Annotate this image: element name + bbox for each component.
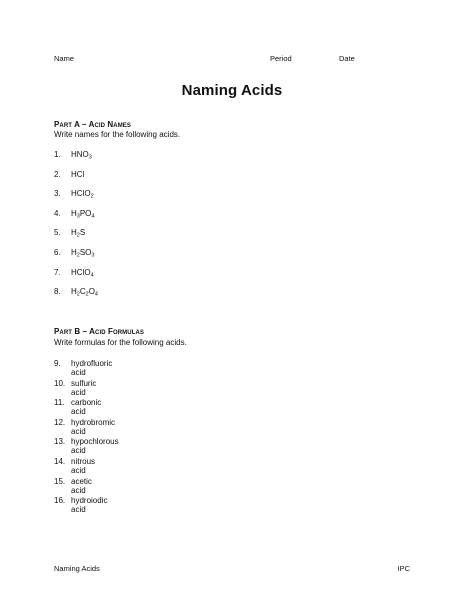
footer-title: Naming Acids (54, 564, 100, 573)
question-number: 16. (54, 496, 66, 506)
student-info-header (54, 54, 410, 66)
question-number: 5. (54, 228, 61, 238)
formula-segment: C (79, 287, 86, 297)
question-number: 9. (54, 359, 61, 368)
formula-subscript: 3 (76, 213, 80, 220)
acid-formula (71, 170, 84, 179)
acid-formula (71, 150, 92, 159)
formula-subscript: 3 (91, 252, 95, 259)
question-number: 11. (54, 398, 65, 408)
acid-formula (71, 209, 94, 218)
part-a-heading: Part A – Acid Names (54, 120, 132, 129)
formula-subscript: 2 (90, 193, 94, 200)
question-number: 13. (54, 437, 66, 447)
question-number: 7. (54, 267, 61, 277)
formula-subscript: 4 (91, 213, 95, 220)
formula-segment: HNO (71, 150, 89, 159)
formula-subscript: 3 (88, 154, 92, 161)
formula-segment: HCl (71, 169, 85, 179)
formula-subscript: 4 (90, 272, 94, 279)
question-number: 15. (54, 476, 66, 486)
question-number: 1. (54, 150, 61, 159)
acid-formula (71, 268, 94, 277)
formula-segment: PO (79, 208, 92, 218)
formula-segment: H (71, 228, 77, 238)
acid-name: hypochlorous acid (71, 437, 119, 456)
formula-segment: SO (79, 247, 92, 257)
part-b-instructions: Write formulas for the following acids. (54, 338, 187, 347)
formula-segment: S (79, 228, 86, 238)
acid-name: hydroiodic acid (71, 496, 108, 515)
acid-name: sulfuric acid (71, 378, 97, 397)
part-a-instructions: Write names for the following acids. (54, 130, 181, 139)
formula-segment: O (88, 287, 95, 297)
name-label: Name (54, 54, 75, 63)
formula-segment: HClO (71, 189, 91, 199)
formula-subscript: 2 (85, 291, 89, 298)
acid-formula (71, 248, 94, 257)
acid-name: hydrobromic acid (71, 417, 116, 436)
question-number: 14. (54, 456, 66, 466)
period-label: Period (270, 54, 292, 63)
question-number: 2. (54, 169, 61, 179)
formula-segment: H (71, 247, 77, 257)
acid-formula (71, 189, 94, 198)
acid-formula (71, 228, 85, 237)
formula-subscript: 2 (76, 232, 80, 239)
formula-segment: H (71, 287, 77, 297)
question-number: 12. (54, 417, 66, 427)
formula-segment: HClO (71, 267, 91, 277)
part-b-heading: Part B – Acid Formulas (54, 327, 145, 336)
acid-name: nitrous acid (71, 456, 96, 475)
acid-name: carbonic acid (71, 398, 102, 417)
question-number: 4. (54, 208, 61, 218)
formula-subscript: 2 (76, 252, 80, 259)
question-number: 8. (54, 287, 61, 297)
question-number: 3. (54, 189, 61, 199)
question-number: 10. (54, 378, 66, 388)
worksheet-title: Naming Acids (181, 82, 283, 99)
formula-subscript: 4 (94, 291, 98, 298)
acid-name: hydrofluoric acid (71, 359, 113, 377)
acid-formula (71, 287, 98, 296)
formula-segment: H (71, 208, 77, 218)
formula-subscript: 2 (76, 291, 80, 298)
question-number: 6. (54, 247, 61, 257)
date-label: Date (339, 54, 355, 63)
acid-name: acetic acid (71, 476, 92, 495)
footer-course: IPC (397, 564, 410, 573)
